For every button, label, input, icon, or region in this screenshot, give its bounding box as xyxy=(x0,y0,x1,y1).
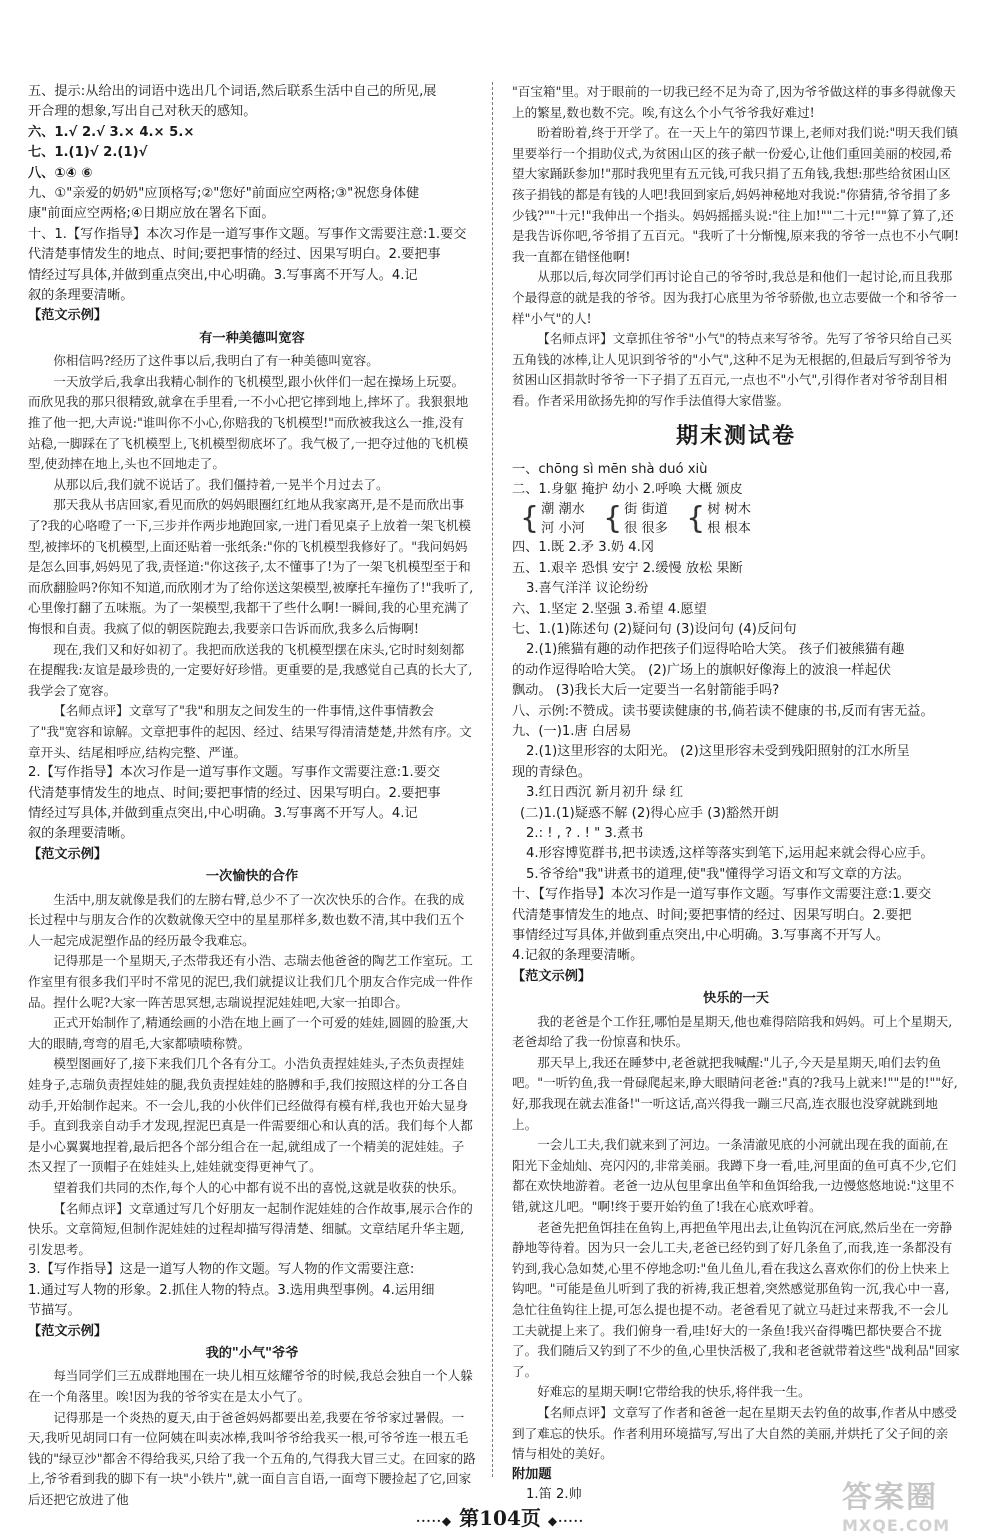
essay-4-para: 我的老爸是个工作狂,哪怕是星期天,他也难得陪陪我和妈妈。可上个星期天,老爸却给了我一份惊喜和快乐。 xyxy=(512,1013,953,1050)
q6-answer: 六、1.√ 2.√ 3.× 4.× 5.× xyxy=(28,124,195,140)
word-pair: 根 根本 xyxy=(707,521,751,537)
watermark-text: 答案圈 xyxy=(842,1480,938,1515)
q10-2-line-2: 代清楚事情发生的地点、时间;要把事情的经过、因果写明白。2.要把事 xyxy=(28,785,441,801)
q9-line-2: 康"前面应空两格;④日期应放在署名下面。 xyxy=(28,206,275,222)
essay-4-para: 一会儿工夫,我们就来到了河边。一条清澈见底的小河就出现在我的面前,在阳光下金灿灿、亮闪闪的,非常美丽。我蹲下身一看,哇,河里面的鱼可真不少,它们都在欢快地游着。老爸一边从包里拿出鱼竿和鱼饵给我,一边慢悠悠地说:"这里不错,就这儿吧。"啊!终于要开始钓鱼了!我在心底欢呼着。 xyxy=(512,1137,957,1214)
q10-3-line-3: 节描写。 xyxy=(28,1303,81,1319)
brace-icon: { xyxy=(520,501,540,537)
word-pair: 很 很多 xyxy=(624,521,668,537)
answer-1: 一、chōng sì mēn shà duó xiù xyxy=(512,461,708,477)
essay-2-para: 望着我们共同的杰作,每个人的心中都有说不出的喜悦,这就是收获的快乐。 xyxy=(53,1179,465,1195)
q10-3-line-2: 1.通过写人物的形象。2.抓住人物的特点。3.选用典型事例。4.运用细 xyxy=(28,1282,435,1298)
answer-8: 八、示例:不赞成。读书要读健康的书,倘若读不健康的书,反而有害无益。 xyxy=(512,703,934,719)
q10-1-line-2: 代清楚事情发生的地点、时间;要把事情的经过、因果写明白。2.要把事 xyxy=(28,247,441,263)
right-column xyxy=(512,82,960,1506)
answer-10-line-3: 事情经过写具体,并做到重点突出,中心明确。3.写事离不开写人。 xyxy=(512,928,890,944)
exam-title: 期末测试卷 xyxy=(675,423,796,449)
essay-3-comment: 【名师点评】文章抓住爷爷"小气"的特点来写爷爷。先写了爷爷只给自己买五角钱的冰棒,让人见识到爷爷的"小气",这种不足为无根据的,但最后写到爷爷为贫困山区捐款时爷爷一下子捐了五百元,一点也不"小气",引得作者对爷爷刮目相看。作者采用欲扬先抑的写作手法值得大家借鉴。 xyxy=(512,331,952,408)
answer-4: 四、1.既 2.矛 3.奶 4.冈 xyxy=(512,540,655,556)
q8-answer: 八、①④ ⑥ xyxy=(28,165,93,181)
answer-2: 二、1.身躯 掩护 幼小 2.呼唤 大概 颁皮 xyxy=(512,481,743,497)
answer-9-6: 4.形容博览群书,把书读透,这样等落实到笔下,运用起来就会得心应手。 xyxy=(526,846,934,862)
essay-1-para: 现在,我们又和好如初了。我把而欣送我的飞机模型摆在床头,它时时刻刻都在提醒我:友谊是最珍贵的,一定要好好珍惜。更重要的是,我感觉自己真的长大了,我学会了宽容。 xyxy=(28,641,473,698)
answer-5a: 五、1.艰辛 恐惧 安宁 2.缓慢 放松 果断 xyxy=(512,560,743,576)
sample-label: 【范文示例】 xyxy=(28,1323,108,1339)
essay-2-para: 记得那是一个星期天,子杰带我还有小浩、志瑞去他爸爸的陶艺工作室玩。工作室里有很多我们平时不常见的泥巴,我们就提议让我们几个朋友合作完成一件作品。捏什么呢?大家一阵苦思冥想,志瑞说捏泥娃娃吧,大家一拍即合。 xyxy=(28,953,473,1010)
answer-9-1: 九、(一)1.唐 白居易 xyxy=(512,723,632,739)
essay-4-para: 那天早上,我还在睡梦中,老爸就把我喊醒:"儿子,今天是星期天,咱们去钓鱼吧。"一听钓鱼,我一骨碌爬起来,睁大眼睛问老爸:"真的?我马上就来!""是的!""好,好,那我现在就去准备!"一听这话,高兴得我一蹦三尺高,连衣服也没穿就跳到地上。 xyxy=(512,1054,958,1132)
essay-2-para: 模型图画好了,接下来我们几个各有分工。小浩负责捏娃娃头,子杰负责捏娃娃身子,志瑞负责捏娃娃的腿,我负责捏娃娃的胳膊和手,我们按照这样的分工各自动手,开始制作起来。不一会儿,我的小伙伴们已经做得有模有样,我也开始大显身手。直到我亲自动手才发现,捏泥巴真是一件需要细心和认真的活。我们每个人都是小心翼翼地捏着,最后把各个部分组合在一起,就组成了一个精美的泥娃娃。子杰又捏了一顶帽子在娃娃头上,娃娃就变得更神气了。 xyxy=(28,1056,473,1175)
answer-9-2-line-2: 现的青绿色。 xyxy=(512,764,592,780)
word-pair: 街 街道 xyxy=(624,502,668,518)
word-group xyxy=(686,500,751,538)
essay-3-para: 从那以后,每次同学们再讨论自己的爷爷时,我总是和他们一起讨论,而且我那个最得意的就是我的爷爷。因为我打心底里为爷爷骄傲,也立志要做一个和爷爷一样"小气"的人! xyxy=(512,269,957,326)
answer-7b-line-3: 飘动。 (3)我长大后一定要当一名射箭能手吗? xyxy=(512,683,780,699)
sample-label: 【范文示例】 xyxy=(512,968,592,984)
answer-3-groups xyxy=(512,500,960,538)
essay-3-title: 我的"小气"爷爷 xyxy=(205,1345,299,1361)
essay-1-para: 一天放学后,我拿出我精心制作的飞机模型,跟小伙伴们一起在操场上玩耍。而欣见我的那只很精致,就拿在手里看,一不小心把它摔到地上,摔坏了。我狠狠地推了他一把,大声说:"谁叫你不小心,你赔我的飞机模型!"而欣被我这么一推,没有站稳,一脚踩在了飞机模型上,飞机模型彻底坏了。我气极了,一把夺过他的飞机模型,使劲摔在地上,头也不回地走了。 xyxy=(28,373,469,472)
essay-3-para: "百宝箱"里。对于眼前的一切我已经不足为奇了,因为爷爷做这样的事多得就像天上的繁星,数也数不完。唉,有这么个小气爷爷我好难过! xyxy=(512,84,956,120)
q10-2-line-1: 2.【写作指导】本次习作是一道写事作文题。写事作文需要注意:1.要交 xyxy=(28,765,441,781)
essay-2-para: 正式开始制作了,精通绘画的小浩在地上画了一个可爱的娃娃,圆圆的脸蛋,大大的眼睛,弯弯的眉毛,大家都啧啧称赞。 xyxy=(28,1015,469,1051)
q7-answer: 七、1.(1)√ 2.(1)√ xyxy=(28,145,148,161)
essay-1-comment: 【名师点评】文章写了"我"和朋友之间发生的一件事情,这件事情教会了"我"宽容和谅解。文章把事件的起因、经过、结果写得清清楚楚,井然有序。文章开头、结尾相呼应,结构完整、严谨。 xyxy=(28,703,472,760)
q10-2-line-3: 情经过写具体,并做到重点突出,中心明确。3.写事离不开写人。4.记 xyxy=(28,805,418,821)
answer-6: 六、1.坚定 2.坚强 3.希望 4.愿望 xyxy=(512,601,707,617)
bonus-answer: 1.笛 2.帅 xyxy=(526,1487,582,1503)
answer-9-5: 2.: ! , ? . ! " 3.煮书 xyxy=(526,826,644,841)
column-divider xyxy=(492,82,493,1477)
watermark-url: MXQE.COM xyxy=(842,1516,951,1535)
essay-4-body xyxy=(512,1012,960,1465)
q10-1-line-3: 情经过写具体,并做到重点突出,中心明确。3.写事离不开写人。4.记 xyxy=(28,267,418,283)
essay-1-title: 有一种美德叫宽容 xyxy=(199,330,305,346)
essay-2-title: 一次愉快的合作 xyxy=(205,869,299,885)
word-group xyxy=(603,500,668,538)
answer-9-7: 5.爷爷给"我"讲煮书的道理,使"我"懂得学习语文和写文章的方法。 xyxy=(526,866,910,882)
answer-7a: 七、1.(1)陈述句 (2)疑问句 (3)设问句 (4)反问句 xyxy=(512,621,797,637)
word-group xyxy=(520,500,585,538)
essay-1-body xyxy=(28,351,476,763)
answer-10-line-2: 代清楚事情发生的地点、时间;要把事情的经过、因果写明白。2.要把 xyxy=(512,907,912,923)
footer-ornament-left: ·····◆ xyxy=(416,1514,453,1528)
word-pair: 潮 潮水 xyxy=(541,502,585,518)
essay-3-para: 每当同学们三五成群地围在一块儿相互炫耀爷爷的时候,我总会独自一个人躲在一个角落里。唉!因为我的爷爷实在是太小气了。 xyxy=(28,1368,473,1404)
q10-1-line-4: 叙的条理要清晰。 xyxy=(28,288,134,304)
sample-label: 【范文示例】 xyxy=(28,308,108,324)
essay-1-para: 那天我从书店回家,看见而欣的妈妈眼圈红红地从我家离开,是不是而欣出事了?我的心咯噔了一下,三步并作两步地跑回家,一进门看见桌子上放着一架飞机模型,被摔坏的飞机模型,上面还贴着一张纸条:"你的飞机模型我修好了。"我问妈妈是怎么回事,妈妈见了我,责怪道:"你这孩子,太不懂事了!为了一架飞机模型至于和而欣翻脸吗?你知不知道,而欣刚才为了给你送这架模型,被摩托车撞伤了!"我听了,心里像打翻了五味瓶。为了一架模型,我都干了些什么啊!一瞬间,我的心里充满了悔恨和自责。我疯了似的朝医院跑去,我要亲口告诉而欣,我多么后悔啊! xyxy=(28,497,474,636)
q5-line-1: 五、提示:从给出的词语中选出几个词语,然后联系生活中自己的所见,展 xyxy=(28,84,437,99)
essay-4-para: 老爸先把鱼饵挂在鱼钩上,再把鱼竿甩出去,让鱼钩沉在河底,然后坐在一旁静静地等待着。因为只一会儿工夫,老爸已经钓到了好几条鱼了,而我,连一条都没有钓到,我心急如焚,心里不停地念叨:"鱼儿鱼儿,看在我这么喜欢你们的份上快来上钩吧。"可能是鱼儿听到了我的祈祷,我正想着,突然感觉那鱼钩一沉,我心中一喜,急忙往鱼钩往上提,可怎么提也提不动。老爸看见了就立马赶过来帮我,不一会儿工夫就提上来了。我们俯身一看,哇!好大的一条鱼!我兴奋得嘴巴都快要合不拢了。我们随后又钓到了不少的鱼,心里快活极了,我和老爸就带着这些"战利品"回家了。 xyxy=(512,1219,960,1379)
brace-icon: { xyxy=(686,501,706,537)
q10-3-line-1: 3.【写作指导】这是一道写人物的作文题。写人物的作文需要注意: xyxy=(28,1262,415,1278)
word-pair: 河 小河 xyxy=(541,521,585,537)
left-column xyxy=(28,82,476,1510)
footer-ornament-right: ◆····· xyxy=(547,1514,584,1528)
sample-label: 【范文示例】 xyxy=(28,846,108,862)
answer-10-line-4: 4.记叙的条理要清晰。 xyxy=(512,948,644,964)
essay-3-para: 记得那是一个炎热的夏天,由于爸爸妈妈都要出差,我要在爷爷家过暑假。一天,我听见胡同口有一位阿姨在叫卖冰棒,我叫爷爷给我买一根,可爷爷连一根五毛钱的"绿豆沙"都舍不得给我买,只给了我一个五角的,气得我大冒三丈。在回家的路上,爷爷看到我的脚下有一块"小铁片",就一面自言自语,一面弯下腰捡起了它,回家后还把它放进了他 xyxy=(28,1409,476,1507)
q9-line-1: 九、①"亲爱的奶奶"应顶格写;②"您好"前面应空两格;③"祝您身体健 xyxy=(28,186,420,202)
essay-4-title: 快乐的一天 xyxy=(703,991,769,1007)
essay-2-comment: 【名师点评】文章通过写几个好朋友一起制作泥娃娃的合作故事,展示合作的快乐。文章简短,但制作泥娃娃的过程却描写得清楚、细腻。文章结尾升华主题,引发思考。 xyxy=(28,1200,473,1257)
q10-2-line-4: 叙的条理要清晰。 xyxy=(28,826,134,842)
essay-2-para: 生活中,朋友就像是我们的左膀右臂,总少不了一次次快乐的合作。在我的成长过程中与朋友合作的次数就像天空中的星星那样多,数也数不清,其中我们五个人一起完成泥塑作品的经历最令我难忘。 xyxy=(28,891,465,948)
essay-4-comment: 【名师点评】文章写了作者和爸爸一起在星期天去钓鱼的故事,作者从中感受到了难忘的快乐。作者利用环境描写,写出了大自然的美丽,并烘托了父子间的亲情与相处的美好。 xyxy=(512,1404,957,1462)
answer-9-4: (二)1.(1)疑惑不解 (2)得心应手 (3)豁然开朗 xyxy=(520,805,779,821)
bonus-label: 附加题 xyxy=(512,1466,552,1482)
essay-3-para: 盼着盼着,终于开学了。在一天上午的第四节课上,老师对我们说:"明天我们镇里要举行一个捐助仪式,为贫困山区的孩子献一份爱心,让他们重回美丽的校园,希望大家踊跃参加!"那时我兜里有五元钱,可我只捐了五角钱,我想:那些给贫困山区孩子捐钱的都是有钱的人吧!我回到家后,妈妈神秘地对我说:"你猜猜,爷爷捐了多少钱?""十元!"我伸出一个指头。妈妈摇摇头说:"往上加!""二十元!""算了算了,还是我告诉你吧,爷爷捐了五百元。"我听了十分惭愧,原来我的爷爷一点也不小气啊!我一直都在错怪他啊! xyxy=(512,125,960,264)
essay-1-para: 从那以后,我们就不说话了。我们僵持着,一晃半个月过去了。 xyxy=(53,476,389,492)
essay-1-para: 你相信吗?经历了这件事以后,我明白了有一种美德叫宽容。 xyxy=(53,353,379,369)
answer-7b-line-2: 的动作逗得哈哈大笑。 (2)广场上的旗帜好像海上的波浪一样起伏 xyxy=(512,662,891,678)
answer-10-line-1: 十、【写作指导】本次习作是一道写事作文题。写事作文需要注意:1.要交 xyxy=(512,887,932,903)
answer-9-3: 3.红日西沉 新月初升 绿 红 xyxy=(526,785,684,801)
answer-5b: 3.喜气洋洋 议论纷纷 xyxy=(526,581,649,597)
page-number: 第104页 xyxy=(459,1506,541,1530)
q5-line-2: 开合理的想象,写出自己对秋天的感知。 xyxy=(28,104,257,120)
brace-icon: { xyxy=(603,501,623,537)
word-pair: 树 树木 xyxy=(707,502,751,518)
essay-3-continued xyxy=(512,82,960,412)
q10-1-line-1: 十、1.【写作指导】本次习作是一道写事作文题。写事作文需要注意:1.要交 xyxy=(28,226,467,242)
essay-3-body xyxy=(28,1366,476,1510)
watermark-logo xyxy=(842,1472,992,1535)
essay-2-body xyxy=(28,890,476,1261)
essay-4-para: 好难忘的星期天啊!它带给我的快乐,将伴我一生。 xyxy=(537,1384,811,1400)
answer-9-2-line-1: 2.(1)这里形容的太阳光。 (2)这里形容未受到残阳照射的江水所呈 xyxy=(526,744,910,760)
answer-7b-line-1: 2.(1)熊猫有趣的动作把孩子们逗得哈哈大笑。 孩子们被熊猫有趣 xyxy=(526,642,905,658)
